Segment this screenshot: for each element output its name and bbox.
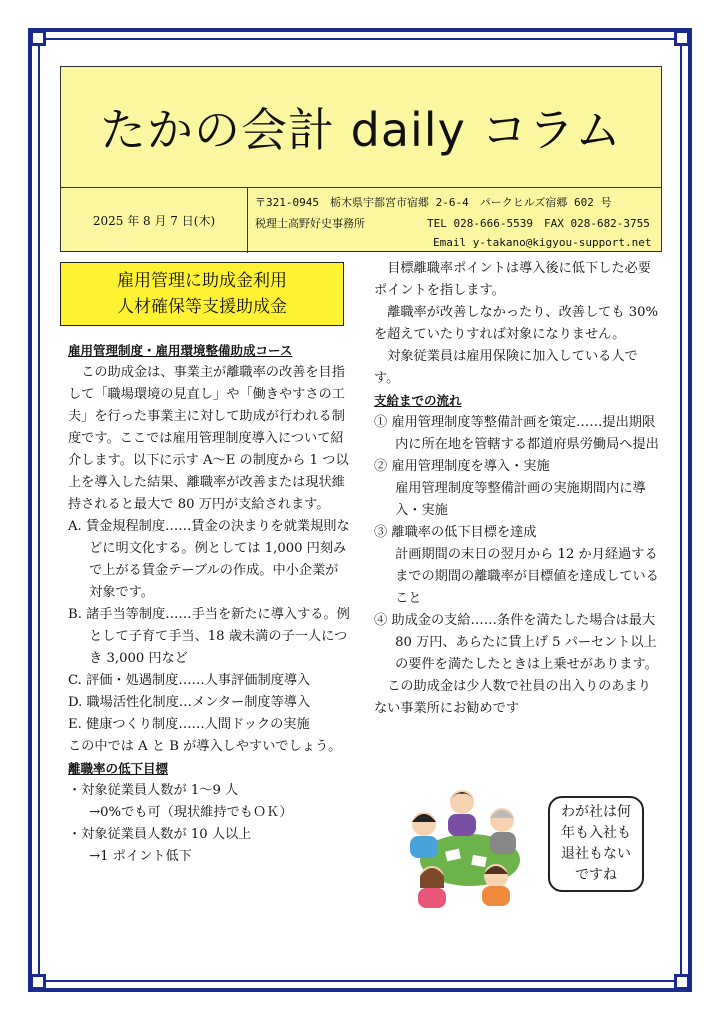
body-paragraph: 対象従業員は雇用保険に加入している人です。 — [374, 349, 638, 386]
person-icon — [490, 808, 516, 854]
list-item: E. 健康つくり制度……人間ドックの実施 — [68, 717, 310, 732]
person-icon — [410, 812, 438, 858]
topic-line: 雇用管理に助成金利用 — [117, 271, 287, 291]
step-item: ① 雇用管理制度等整備計画を策定……提出期限内に所在地を管轄する都道府県労働局へ提出 — [374, 415, 659, 452]
section-heading: 雇用管理制度・雇用環境整備助成コース — [68, 343, 293, 358]
section-heading: 離職率の低下目標 — [68, 761, 169, 776]
list-item: A. 賃金規程制度……賃金の決まりを就業規則などに明文化する。例としては 1,000 円刻みで上がる賃金テーブルの作成。中小企業が対象です。 — [68, 519, 350, 600]
person-icon — [418, 866, 446, 908]
note-paragraph: この中では A と B が導入しやすいでしょう。 — [68, 739, 342, 754]
target-item: ・対象従業員人数が 10 人以上 — [68, 827, 252, 842]
office-name: 税理士高野好史事務所 — [255, 217, 365, 230]
bubble-line: 年も入社も — [561, 825, 631, 841]
person-icon — [448, 790, 476, 836]
office-address: 〒321-0945 栃木県宇都宮市宿郷 2-6-4 パークヒルズ宿郷 602 号 — [255, 196, 612, 209]
step-detail: 雇用管理制度等整備計画の実施期間内に導入・実施 — [395, 481, 646, 518]
step-item: ② 雇用管理制度を導入・実施 — [374, 459, 550, 474]
office-email: Email y-takano@kigyou-support.net — [433, 236, 652, 249]
section-heading: 支給までの流れ — [374, 393, 462, 408]
speech-bubble — [548, 796, 644, 892]
list-item: D. 職場活性化制度…メンター制度等導入 — [68, 695, 311, 710]
step-item: ④ 助成金の支給……条件を満たした場合は最大 80 万円、あらたに賃上げ 5 パーセント以上の要件を満たしたときは上乗せがあります。 — [374, 613, 658, 672]
person-icon — [482, 864, 510, 906]
divider — [247, 187, 248, 253]
list-item: B. 諸手当等制度……手当を新たに導入する。例として子育て手当、18 歳未満の子一人につき 3,000 円など — [68, 607, 350, 666]
corner-ornament — [674, 30, 690, 46]
target-item: ・対象従業員人数が 1～9 人 — [68, 783, 239, 798]
bubble-line: ですね — [575, 867, 617, 883]
target-sub: →1 ポイント低下 — [89, 849, 192, 864]
closing-paragraph: この助成金は少人数で社員の出入りのあまりない事業所にお勧めです — [374, 679, 651, 716]
topic-banner — [60, 262, 344, 326]
list-item: C. 評価・処遇制度……人事評価制度導入 — [68, 673, 311, 688]
body-paragraph: 目標離職率ポイントは導入後に低下した必要ポイントを指します。 — [374, 261, 651, 298]
meeting-illustration — [398, 780, 538, 910]
masthead — [60, 66, 662, 252]
bubble-line: わが社は何 — [561, 804, 631, 820]
bubble-line: 退社もない — [561, 846, 631, 862]
step-item: ③ 離職率の低下目標を達成 — [374, 525, 537, 540]
step-detail: 計画期間の末日の翌月から 12 か月経過するまでの期間の離職率が目標値を達成していること — [395, 547, 659, 606]
target-sub: →0%でも可（現状維持でもＯＫ） — [89, 805, 293, 820]
intro-paragraph: この助成金は、事業主が離職率の改善を目指して「職場環境の見直し」や「働きやすさの工夫」を行った事業主に対して助成が行われる制度です。ここでは雇用管理制度導入について紹介します。以下に示す A～E の制度から 1 つ以上を導入した結果、離職率が改善または現状維持されると最大で 80 万円が支給されます。 — [68, 365, 349, 512]
page-title: たかの会計 daily コラム — [100, 103, 622, 157]
corner-ornament — [30, 974, 46, 990]
office-tel-fax: TEL 028-666-5539 FAX 028-682-3755 — [427, 217, 650, 230]
topic-line: 人材確保等支援助成金 — [117, 297, 287, 317]
body-paragraph: 離職率が改善しなかったり、改善しても 30%を超えていたりすれば対象になりません。 — [374, 305, 659, 342]
corner-ornament — [30, 30, 46, 46]
left-column — [68, 340, 350, 868]
issue-date: 2025 年 8 月 7 日(木) — [92, 213, 216, 228]
corner-ornament — [674, 974, 690, 990]
right-column — [374, 258, 660, 720]
